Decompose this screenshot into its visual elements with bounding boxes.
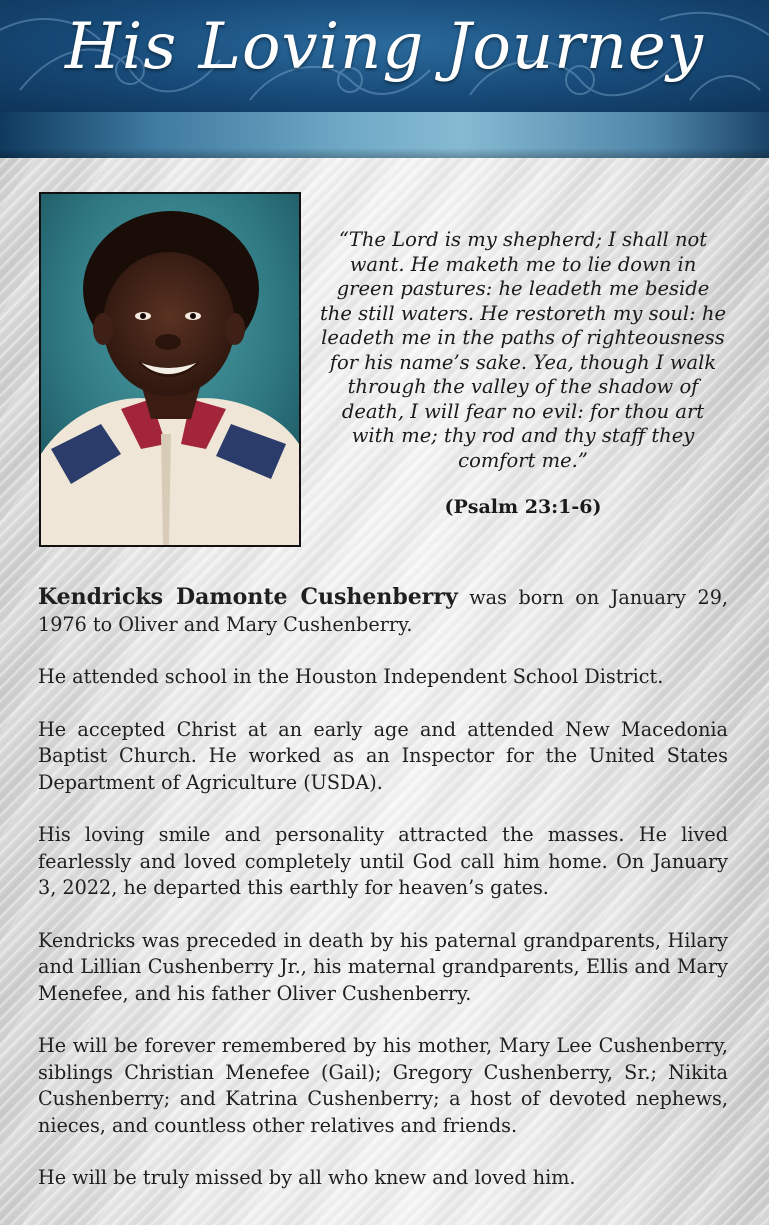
header-band — [0, 112, 769, 158]
obituary-text — [38, 584, 728, 1218]
page-title: His Loving Journey — [65, 10, 704, 84]
obituary-paragraph-survivors: He will be forever remembered by his mother, Mary Lee Cushenberry, siblings Christian Menefee (Gail); Gregory Cushenberry, Sr.; Nikita Cushenberry; and Katrina Cushenberry; a host of devoted nephews, nieces, and countless other relatives and friends. — [38, 1034, 728, 1137]
portrait-icon — [41, 194, 299, 545]
deceased-name: Kendricks Damonte Cushenberry — [38, 584, 458, 610]
scripture-verse: “The Lord is my shepherd; I shall not want. He maketh me to lie down in green pastures: he leadeth me beside the still waters. He restoreth my soul: he leadeth me in the paths of righteousness for his name’s sake. Yea, though I walk through the valley of the shadow of death, I will fear no evil: for thou art with me; thy rod and thy staff they comfort me.” — [319, 228, 727, 472]
portrait-photo — [39, 192, 301, 547]
header-banner — [0, 0, 769, 112]
obituary-paragraph-birth — [38, 584, 728, 638]
birth-details: was born on January 29, 1976 to Oliver and Mary Cushenberry. — [38, 586, 728, 636]
obituary-paragraph-closing: He will be truly missed by all who knew and loved him. — [38, 1166, 576, 1189]
obituary-paragraph-passing: His loving smile and personality attracted the masses. He lived fearlessly and loved completely until God call him home. On January 3, 2022, he departed this earthly for heaven’s gates. — [38, 823, 728, 899]
obituary-paragraph-school: He attended school in the Houston Independent School District. — [38, 665, 664, 688]
obituary-paragraph-preceded: Kendricks was preceded in death by his paternal grandparents, Hilary and Lillian Cushenberry Jr., his maternal grandparents, Ellis and Mary Menefee, and his father Oliver Cushenberry. — [38, 928, 728, 1005]
obituary-paragraph-faith: He accepted Christ at an early age and attended New Macedonia Baptist Church. He worked as an Inspector for the United States Department of Agriculture (USDA). — [38, 717, 728, 794]
scripture-reference: (Psalm 23:1-6) — [444, 496, 602, 518]
